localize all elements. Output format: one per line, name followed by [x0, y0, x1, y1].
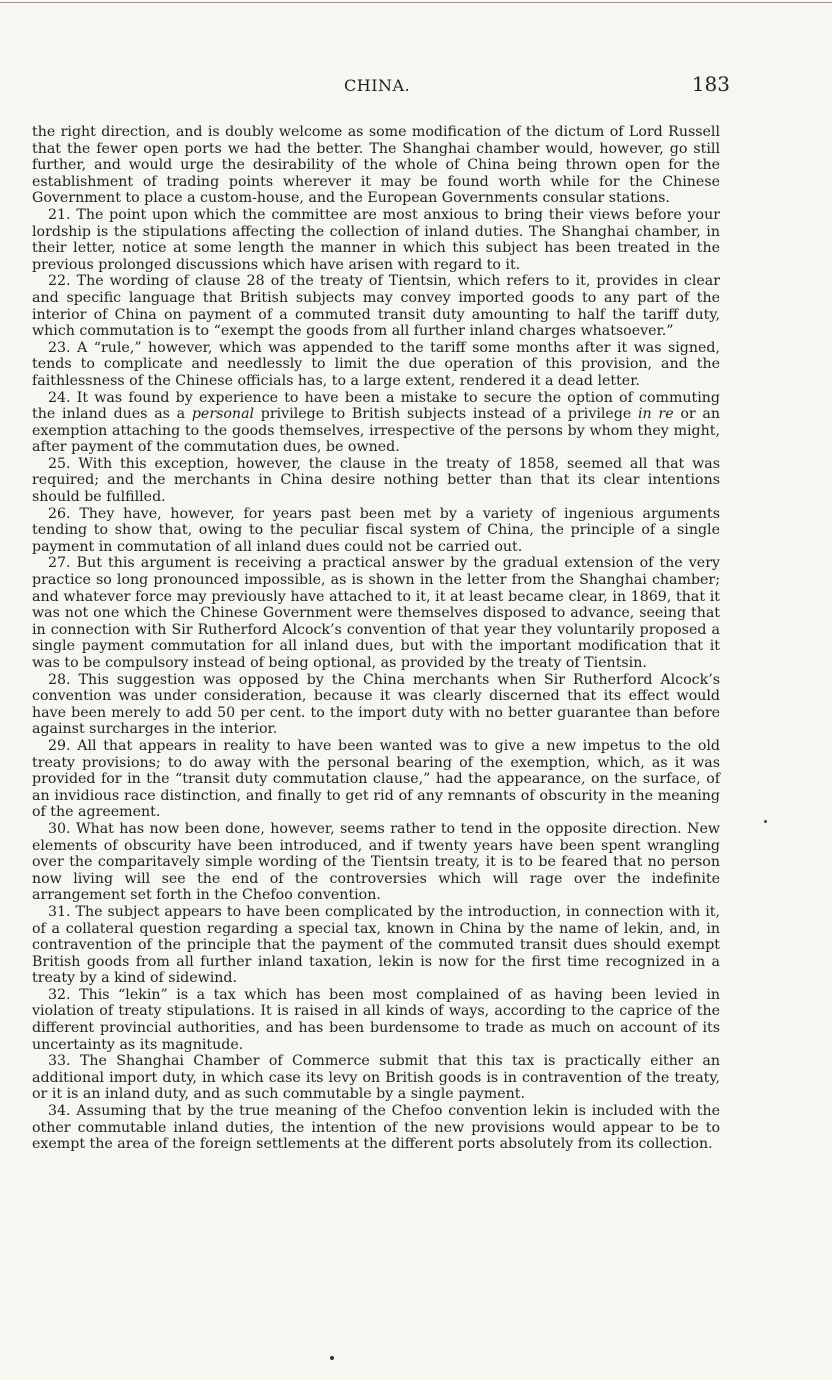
paragraph-29 [32, 738, 720, 821]
paragraph-34 [32, 1103, 720, 1153]
paragraph-23 [32, 340, 720, 390]
paragraph-21 [32, 207, 720, 273]
body-text [32, 124, 720, 1153]
paragraph-number: 28. [48, 671, 71, 688]
paragraph-number: 27. [48, 555, 71, 572]
paragraph-30 [32, 821, 720, 904]
paragraph-number: 23. [48, 339, 71, 356]
margin-mark [764, 820, 767, 823]
paragraph-text: The Shanghai Chamber of Commerce submit that this tax is practically either an additional import duty, in which case its levy on British goods is in contravention of the treaty, or it is an inland duty, and as such commutable by a single payment. [32, 1053, 720, 1103]
top-rule [0, 2, 832, 3]
paragraph-number: 24. [48, 389, 71, 406]
bottom-mark [330, 1356, 334, 1360]
paragraph-28 [32, 672, 720, 738]
paragraph-number: 32. [48, 986, 71, 1003]
paragraph-text-middle: privilege to British subjects instead of a privilege [254, 406, 639, 423]
paragraph-number: 26. [48, 505, 71, 522]
paragraph-text: What has now been done, however, seems rather to tend in the opposite direction. New elements of obscurity have been introduced, and if twenty years have been spent wrangling over the comparitavely simple wording of the Tientsin treaty, it is to be feared that no person now living will see the end of the controversies which will rage over the indefinite arrangement set forth in the Chefoo convention. [32, 820, 721, 904]
paragraph-number: 29. [48, 737, 71, 754]
paragraph-25 [32, 456, 720, 506]
running-head: CHINA. [344, 76, 411, 95]
paragraph-number: 30. [48, 820, 71, 837]
paragraph-32 [32, 987, 720, 1053]
paragraph-number: 25. [48, 455, 71, 472]
paragraph-number: 33. [48, 1053, 71, 1070]
paragraph-number: 31. [48, 903, 71, 920]
paragraph-continuation [32, 124, 720, 207]
paragraph-22 [32, 273, 720, 339]
paragraph-text-after: or an exemption attaching to the goods themselves, irrespective of the persons by whom they might, after payment of the commutation dues, be owned. [32, 406, 720, 456]
paragraph-24 [32, 390, 720, 456]
paragraph-27 [32, 555, 720, 671]
paragraph-number: 22. [48, 273, 71, 290]
paragraph-text: A “rule,” however, which was appended to the tariff some months after it was signed, tends to complicate and needlessly to limit the due operation of this provision, and the faithlessness of the Chinese officials has, to a large extent, rendered it a dead letter. [32, 339, 720, 389]
italic-in-re: in re [638, 406, 674, 423]
paragraph-text: The subject appears to have been complicated by the introduction, in connection with it, of a collateral question regarding a special tax, known in China by the name of lekin, and, in contravention of the principle that the payment of the commuted transit dues should exempt British goods from all further inland taxation, lekin is now for the first time recognized in a treaty by a kind of sidewind. [32, 903, 721, 987]
paragraph-26 [32, 506, 720, 556]
paragraph-number: 34. [48, 1103, 71, 1120]
paragraph-number: 21. [48, 206, 71, 223]
paragraph-31 [32, 904, 720, 987]
paragraph-text: Assuming that by the true meaning of the Chefoo convention lekin is included with the other commutable inland duties, the intention of the new provisions would appear to be to exempt the area of the foreign settlements at the different ports absolutely from its collection. [32, 1103, 720, 1153]
paragraph-text: The wording of clause 28 of the treaty of Tientsin, which refers to it, provides in clear and specific language that British subjects may convey imported goods to any part of the interior of China on payment of a commuted transit duty amounting to half the tariff duty, which commutation is to “exempt the goods from all further inland charges whatsoever.” [32, 273, 720, 340]
paragraph-text: This suggestion was opposed by the China merchants when Sir Rutherford Alcock’s convention was under consideration, because it was clearly discerned that its effect would have been merely to add 50 per cent. to the import duty with no better guarantee than before against surcharges in the interior. [32, 671, 720, 738]
italic-personal: personal [191, 406, 255, 423]
paragraph-text: With this exception, however, the clause in the treaty of 1858, seemed all that was required; and the merchants in China desire nothing better than that its clear intentions should be fulfilled. [32, 455, 720, 506]
paragraph-text: The point upon which the committee are most anxious to bring their views before your lordship is the stipulations affecting the collection of inland duties. The Shanghai chamber, in their letter, notice at some length the manner in which this subject has been treated in the previous prolonged discussions which have arisen with regard to it. [32, 206, 721, 273]
paragraph-33 [32, 1053, 720, 1103]
paragraph-text: This “lekin” is a tax which has been most complained of as having been levied in violation of treaty stipulations. It is raised in all kinds of ways, according to the caprice of the different provincial authorities, and has been burdensome to trade as much on account of its uncertainty as its magnitude. [32, 986, 720, 1053]
page-number: 183 [691, 72, 730, 96]
paragraph-text-before: It was found by experience to have been a mistake to secure the option of commuting the inland dues as a [32, 389, 720, 423]
paragraph-text: But this argument is receiving a practical answer by the gradual extension of the very practice so long pronounced impossible, as is shown in the letter from the Shanghai chamber; and whatever force may previously have attached to it, it at least became clear, in 1869, that it was not one which the Chinese Government were themselves disposed to advance, seeing that in connection with Sir Rutherford Alcock’s convention of that year they voluntarily proposed a single payment commutation for all inland dues, but with the important modification that it was to be compulsory instead of being optional, as provided by the treaty of Tientsin. [32, 555, 720, 671]
paragraph-text: They have, however, for years past been met by a variety of ingenious arguments tending to show that, owing to the peculiar fiscal system of China, the principle of a single payment in commutation of all inland dues could not be carried out. [32, 505, 720, 555]
paragraph-text: the right direction, and is doubly welcome as some modification of the dictum of Lord Russell that the fewer open ports we had the better. The Shanghai chamber would, however, go still further, and would urge the desirability of the whole of China being thrown open for the establishment of trading points wherever it may be found worth while for the Chinese Government to place a custom-house, and the European Governments consular stations. [32, 124, 720, 207]
paragraph-text: All that appears in reality to have been wanted was to give a new impetus to the old treaty provisions; to do away with the personal bearing of the exemption, which, as it was provided for in the “transit duty commutation clause,” had the appearance, on the surface, of an invidious race distinction, and finally to get rid of any remnants of obscurity in the meaning of the agreement. [32, 737, 720, 821]
